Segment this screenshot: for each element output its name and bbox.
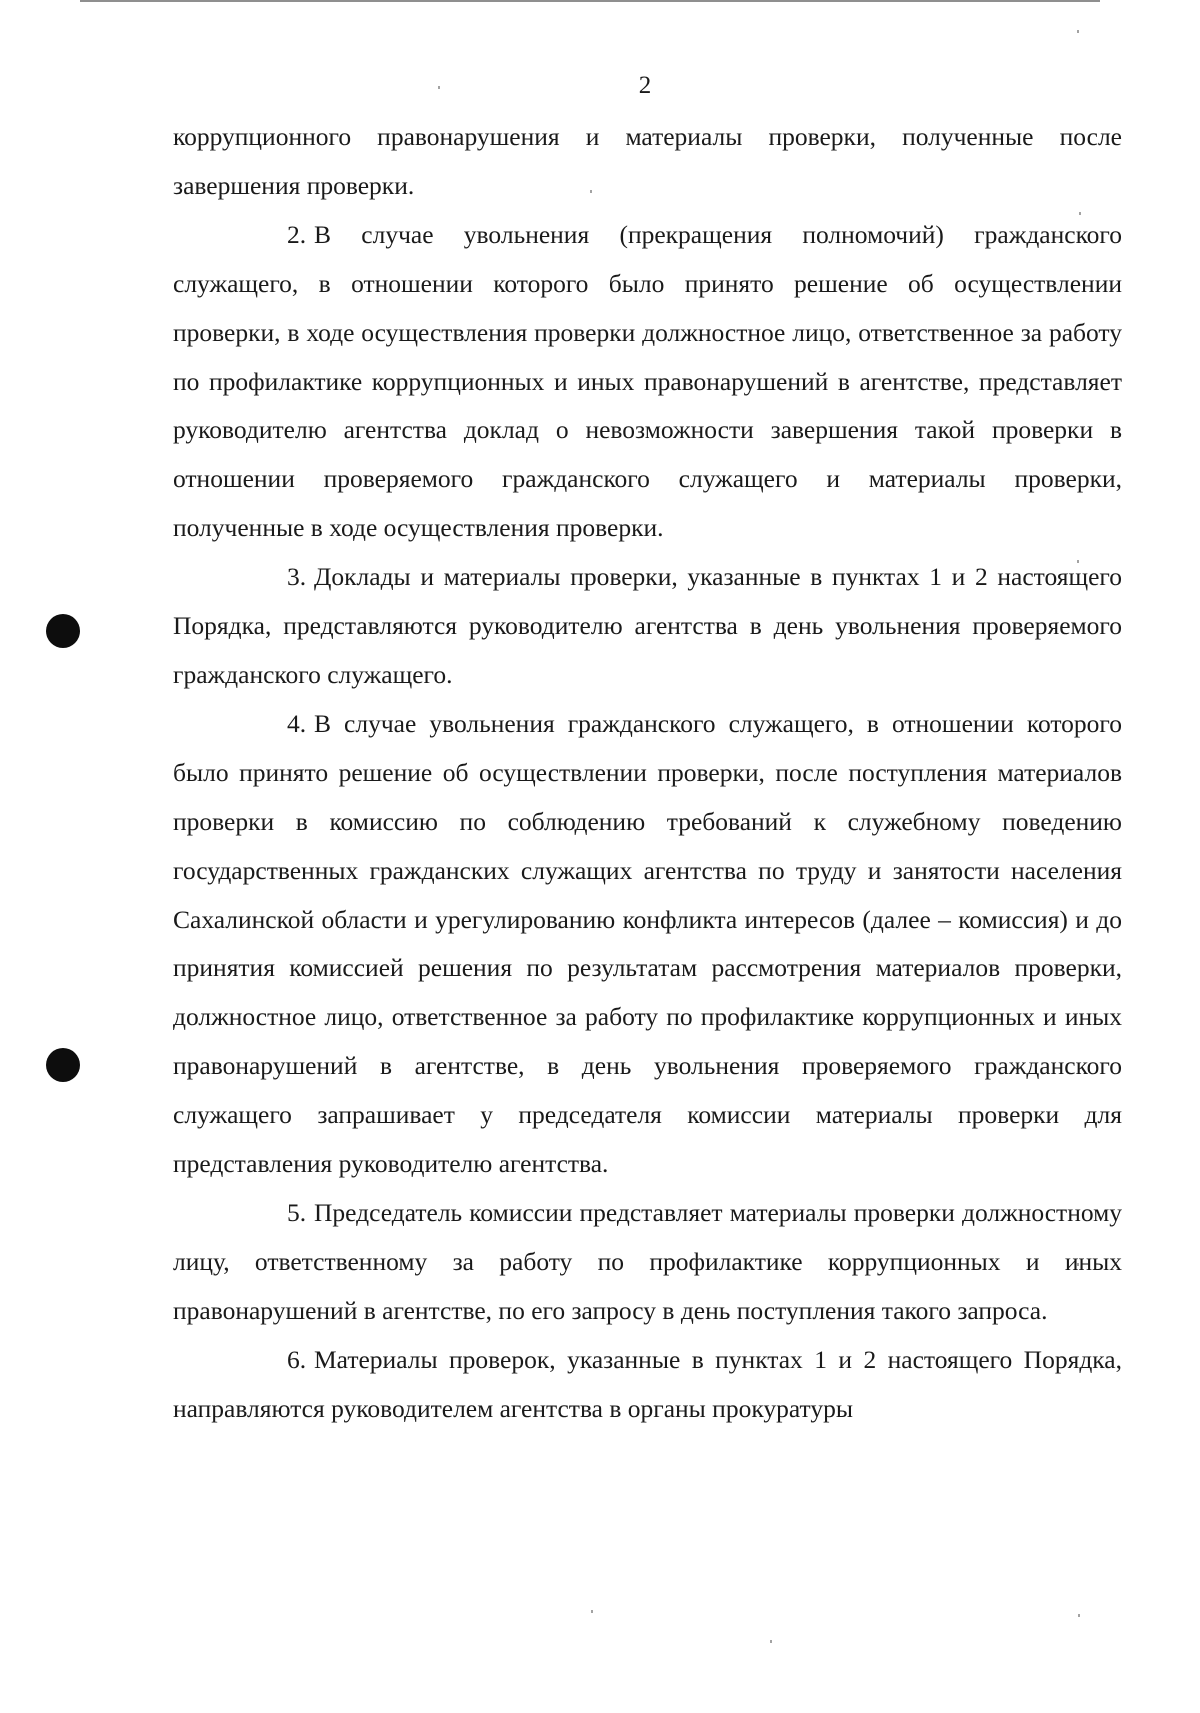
paragraph-number: 3. xyxy=(287,562,307,592)
paragraph-number: 5. xyxy=(287,1197,307,1227)
paragraph-number: 6. xyxy=(287,1344,307,1374)
paragraph-continuation xyxy=(173,113,1122,211)
paragraph-number: 4. xyxy=(287,708,307,738)
paragraph-5 xyxy=(173,1189,1122,1336)
paragraph-6 xyxy=(173,1336,1122,1434)
paragraph-text: Председатель комиссии представляет материалы проверки должностному лицу, ответственному за работу по профилактике коррупционных и иных правонарушений в агентстве, по его запросу в день поступления такого запроса. xyxy=(173,1197,1122,1325)
page-number: 2 xyxy=(638,72,652,99)
document-body xyxy=(173,113,1122,1433)
scan-speck xyxy=(1077,30,1079,33)
punch-hole-upper xyxy=(46,614,80,648)
scan-speck xyxy=(770,1640,772,1643)
scan-speck xyxy=(591,1610,593,1613)
paragraph-text: Материалы проверок, указанные в пунктах 1 и 2 настоящего Порядка, направляются руководителем агентства в органы прокуратуры xyxy=(173,1344,1122,1423)
paragraph-number: 2. xyxy=(287,219,307,249)
punch-hole-lower xyxy=(46,1048,80,1082)
scan-top-edge xyxy=(80,0,1100,2)
paragraph-text: В случае увольнения (прекращения полномочий) гражданского служащего, в отношении которого было принято решение об осуществлении проверки, в ходе осуществления проверки должностное лицо, ответственное за работу по профилактике коррупционных и иных правонарушений в агентстве, представляет руководителю агентства доклад о невозможности завершения такой проверки в отношении проверяемого гражданского служащего и материалы проверки, полученные в ходе осуществления проверки. xyxy=(173,219,1122,543)
paragraph-4 xyxy=(173,700,1122,1189)
paragraph-3 xyxy=(173,553,1122,700)
scan-speck xyxy=(1078,1614,1080,1617)
paragraph-text: Доклады и материалы проверки, указанные в пунктах 1 и 2 настоящего Порядка, представляются руководителю агентства в день увольнения проверяемого гражданского служащего. xyxy=(173,562,1122,689)
paragraph-text: коррупционного правонарушения и материалы проверки, полученные после завершения проверки. xyxy=(173,122,1122,200)
paragraph-text: В случае увольнения гражданского служащего, в отношении которого было принято решение об осуществлении проверки, после поступления материалов проверки в комиссию по соблюдению требований к служебному поведению государственных гражданских служащих агентства по труду и занятости населения Сахалинской области и урегулированию конфликта интересов (далее – комиссия) и до принятия комиссией решения по результатам рассмотрения материалов проверки, должностное лицо, ответственное за работу по профилактике коррупционных и иных правонарушений в агентстве, в день увольнения проверяемого гражданского служащего запрашивает у председателя комиссии материалы проверки для представления руководителю агентства. xyxy=(173,708,1122,1179)
paragraph-2 xyxy=(173,211,1122,553)
